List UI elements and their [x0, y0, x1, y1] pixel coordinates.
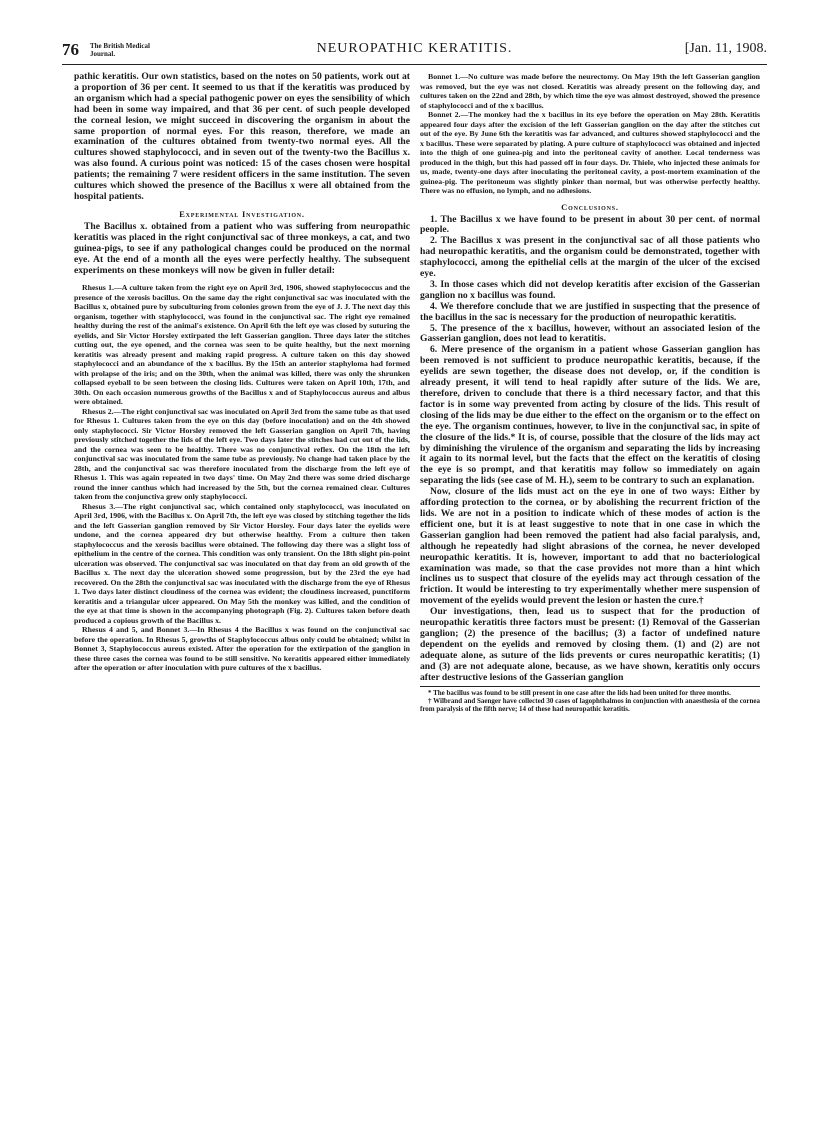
footnote-2: † Wilbrand and Saenger have collected 30 cases of lagophthalmos in conjunction with anaesthesia of the cornea from paralysis of the fifth nerve; 14 of these had neuropathic keratitis.	[420, 697, 760, 714]
journal-name: The British Medical Journal.	[90, 42, 150, 58]
experiment-intro-paragraph: The Bacillus x. obtained from a patient who was suffering from neuropathic keratitis was placed in the right conjunctival sac of three monkeys, a cat, and two guinea-pigs, to see if any pathological changes could be produced on the normal eye. At the end of a month all the eyes were perfectly healthy. The subsequent experiments on these monkeys will now be given in fuller detail:	[74, 220, 410, 276]
footnote-1: * The bacillus was found to be still present in one case after the lids had been united for three months.	[428, 689, 731, 698]
final-paragraph: Our investigations, then, lead us to suspect that for the production of neuropathic keratitis three factors must be present: (1) Removal of the Gasserian ganglion; (2) the presence of the bacillus; (3) a factor of undefined nature dependent on the eyelids and removed by closing them. (1) and (2) are not adequate alone, as suture of the lids prevents or cures neuropathic keratitis; (1) and (3) are not adequate alone, because, as we have shown, keratitis only occurs after destructive lesions of the Gasserian ganglion	[420, 606, 760, 683]
right-column	[420, 72, 760, 713]
rhesus-2-paragraph: Rhesus 2.—The right conjunctival sac was inoculated on April 3rd from the same tube as that used for Rhesus 1. Cultures taken from the eye on this day (before inoculation) and on the 4th showed only staphylococci. Sir Victor Horsley removed the left Gasserian ganglion on April 7th, having previously stitched together the lids of the left eye. Two days later the stitches had cut out of the lids, and the cornea was seen to be healthy. There was no conjunctival reflex. On the 18th the left conjunctival sac was inoculated from the same tube as previously. No change had taken place by the 28th, and the conjunctival sac was therefore inoculated from the discharge from the left eye of Rhesus 1. This was again repeated in two days' time. On May 2nd there was some dried discharge round the inner canthus which had increased by the 5th, but the cornea remained clear. Cultures taken from the conjunctiva grew only staphylococci.	[74, 406, 410, 502]
conclusion-3: 3. In those cases which did not develop keratitis after excision of the Gasserian ganglion no x bacillus was found.	[420, 278, 760, 301]
page-header	[62, 40, 767, 65]
issue-date: [Jan. 11, 1908.	[684, 41, 767, 56]
bonnet-2-paragraph: Bonnet 2.—The monkey had the x bacillus in its eye before the operation on May 28th. Keratitis appeared four days after the excision of the left Gasserian ganglion on the day after the stitches cut out of the eye. By June 6th the keratitis was far advanced, and cultures showed staphylococci and the x bacillus. These were separated by plating. A pure culture of staphylococci was obtained and injected into the thigh of one guinea-pig and into the peritoneal cavity of another. Local tenderness was produced in the thigh, but this had passed off in four days. Dr. Thiele, who injected these animals for us, made, twenty-one days after inoculating the peritoneal cavity, a post-mortem examination of the guinea-pig. The peritoneum was slightly pinker than normal, but was otherwise perfectly healthy. There was no effusion, no lymph, and no adhesions.	[420, 110, 760, 195]
conclusion-4: 4. We therefore conclude that we are justified in suspecting that the presence of the bacillus in the sac is necessary for the production of neuropathic keratitis.	[420, 300, 760, 323]
rhesus-3-paragraph: Rhesus 3.—The right conjunctival sac, which contained only staphylococci, was inoculated on April 3rd, 1906, with the Bacillus x. On April 7th, the left eye was closed by stitching together the lids and the left Gasserian ganglion removed by Sir Victor Horsley. Four days later the eyelids were undone, and the cornea appeared dry but otherwise healthy. From a culture then taken staphylococcus and the xerosis bacillus were obtained. The following day there was a slight loss of epithelium in the centre of the cornea. This condition was only transient. On the 18th slight pin-point ulceration was observed. The conjunctival sac was inoculated on that day from an old growth of the Bacillus x. The next day the ulceration showed some progression, but by the 23rd the eye had recovered. On the 28th the conjunctival sac was inoculated with the discharge from the eye of Rhesus 1. Two days later distinct cloudiness of the cornea was evident; the cloudiness increased, punctiform keratitis and a triangular ulcer appeared. On May 5th the monkey was killed, and the condition of the eye at that time is shown in the accompanying photograph (Fig. 2). Cultures taken before death produced a copious growth of the Bacillus x.	[74, 501, 410, 625]
footnote-divider	[420, 686, 760, 687]
section-heading-experimental: Experimental Investigation.	[179, 208, 305, 219]
left-column	[74, 72, 410, 673]
bonnet-1-paragraph: Bonnet 1.—No culture was made before the neurectomy. On May 19th the left Gasserian ganglion was removed, but the eye was not closed. Keratitis was already present on the following day, and cultures taken on the 22nd and 28th, by which time the eye was almost destroyed, showed the presence of staphylococci and of the x bacillus.	[420, 72, 760, 110]
rhesus-1-paragraph: Rhesus 1.—A culture taken from the right eye on April 3rd, 1906, showed staphylococcus and the presence of the xerosis bacillus. On the same day the right conjunctival sac was inoculated with the Bacillus x, obtained pure by subculturing from colonies grown from the eye of J. J. The next day this organism, together with staphylococci, was found in the conjunctival sac. The right eye remained healthy during the rest of the animal's existence. On April 6th the left eye was closed by suturing the eyelids, and Sir Victor Horsley extirpated the left Gasserian ganglion. Three days later the stitches cutting out, the eye opened, and the cornea was seen to be quite healthy, but the next morning keratitis was already present and making rapid progress. A culture taken on this day showed staphylococci and an abundance of the x bacillus. By the 15th an anterior staphyloma had formed with prolapse of the iris; and on the 30th, when the animal was killed, there was only the shrunken collapsed eyeball to be seen between the closing lids. Cultures were taken on April 10th, 17th, and 30th. On each occasion numerous growths of the Bacillus x and of Staphylococcus aureus and albus were obtained.	[74, 283, 410, 407]
section-heading-conclusions: Conclusions.	[561, 201, 619, 212]
running-title: NEUROPATHIC KERATITIS.	[316, 41, 513, 56]
rhesus-4-5-paragraph: Rhesus 4 and 5, and Bonnet 3.—In Rhesus 4 the Bacillus x was found on the conjunctival sac before the operation. In Rhesus 5, growths of Staphylococcus albus only could be obtained; whilst in Bonnet 3, Staphylococcus aureus existed. After the operation for the extirpation of the ganglion in these three cases the cornea was found to be still sensitive. No keratitis appeared either immediately after the operation or after inoculation with pure cultures of the x bacillus.	[74, 625, 410, 673]
conclusion-2: 2. The Bacillus x was present in the conjunctival sac of all those patients who had neuropathic keratitis, and the organism could be demonstrated, together with staphylococci, among the epithelial cells at the margin of the ulcer of the excised eye.	[420, 235, 760, 280]
intro-paragraph: pathic keratitis. Our own statistics, based on the notes on 50 patients, work out at a proportion of 36 per cent. It seemed to us that if the keratitis was produced by an organism which had a special pathogenic power on eyes the sensibility of which had been in some way impaired, and that 36 per cent. of such people developed the corneal lesion, we might succeed in discovering the organism in about the same proportion of normal eyes. For this reason, therefore, we made an examination of the cultures obtained from twenty-two normal eyes. All the cultures showed staphylococci, and in seven out of the twenty-two the Bacillus x. was also found. A curious point was noticed: 15 of the cases chosen were hospital patients; the remaining 7 were resident officers in the same institution. The seven cultures which showed the presence of the Bacillus x were all obtained from the hospital patients.	[74, 71, 410, 202]
conclusion-6: 6. Mere presence of the organism in a patient whose Gasserian ganglion has been removed is not sufficient to produce neuropathic keratitis, because, if the eyelids are sewn together, the disease does not develop, or, if the condition is already present, it will tend to heal rapidly after suture of the lids. We are, therefore, driven to conclude that there is a third necessary factor, and that this factor is in some way prevented from acting by closure of the lids. This result of closing of the lids may be due either to the effect on the organism or to the effect on the eye. The organism continues, however, to live in the conjunctival sac, in spite of the closure of the lids.* It is, of course, possible that the closure of the lids may act by diminishing the virulence of the organism and separating the lids by increasing it again to its normal level, but the facts that the effect on the keratitis of closing the eye is so prompt, and that keratitis may follow so immediately on again separating the lids (see case of M. H.), seem to be contrary to such an explanation.	[420, 344, 760, 487]
conclusion-5: 5. The presence of the x bacillus, however, without an associated lesion of the Gasserian ganglion, does not lead to keratitis.	[420, 322, 760, 345]
conclusion-1: 1. The Bacillus x we have found to be present in about 30 per cent. of normal people.	[420, 213, 760, 236]
page-number: 76	[62, 40, 79, 59]
closure-paragraph: Now, closure of the lids must act on the eye in one of two ways: Either by affording protection to the cornea, or by abolishing the recurrent friction of the lids. We are not in a position to indicate which of these modes of action is the efficient one, but it is at least suggestive to note that in one case in which the Gasserian ganglion had been removed the patient had also facial paralysis, and, although he repeatedly had slight abrasions of the cornea, he never developed neuropathic keratitis. It is, however, important to add that no bacteriological examination was made, so that the case provides not more than a hint which inclines us to suspect that closure of the eyelids may act through cessation of the friction. It would be interesting to try experimentally whether mere suspension of movement of the eyelids would prevent the lesion or hasten the cure.†	[420, 486, 760, 607]
